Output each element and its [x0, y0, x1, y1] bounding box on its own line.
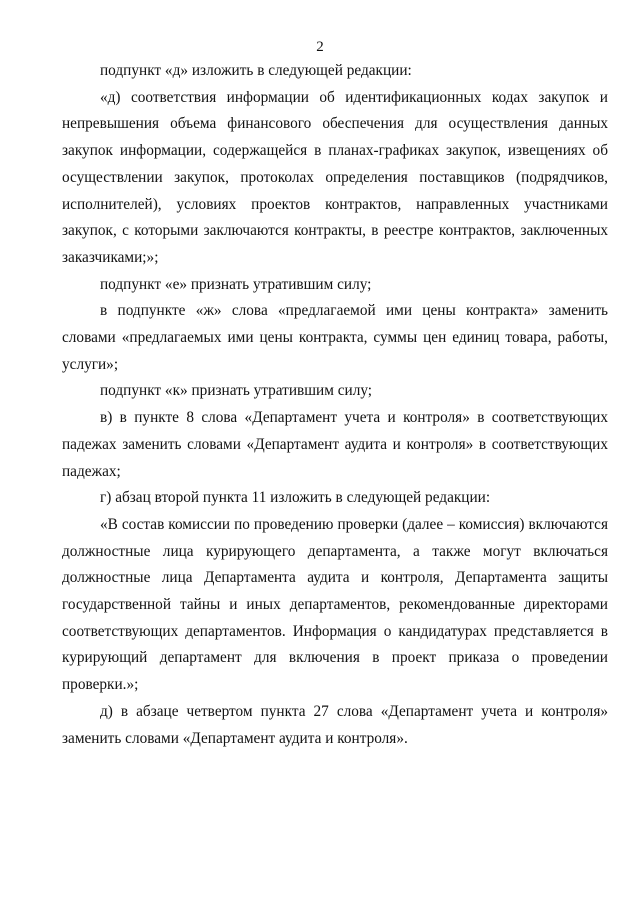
paragraph-1: подпункт «д» изложить в следующей редакции:: [100, 62, 412, 79]
paragraph-8: «В состав комиссии по проведению проверки (далее – комиссия) включаются должностные лица курирующего департамента, а также могут включаться должностные лица Департамента аудита и контроля, Департамента защиты государственной тайны и иных департаментов, рекомендованные директорами соответствующих департаментов. Информация о кандидатурах представляется в курирующий департамент для включения в проект приказа о проведении проверки.»;: [62, 515, 608, 694]
paragraph-5: подпункт «к» признать утратившим силу;: [100, 382, 373, 400]
paragraph-7: г) абзац второй пункта 11 изложить в следующей редакции:: [100, 489, 491, 507]
paragraph-9: д) в абзаце четвертом пункта 27 слова «Департамент учета и контроля» заменить словами «Департамент аудита и контроля».: [62, 702, 608, 747]
document-body: [62, 58, 608, 752]
page-number: 2: [316, 39, 324, 55]
paragraph-4: в подпункте «ж» слова «предлагаемой ими цены контракта» заменить словами «предлагаемых ими цены контракта, суммы цен единиц товара, работы, услуги»;: [62, 302, 608, 373]
paragraph-2: «д) соответствия информации об идентификационных кодах закупок и непревышения объема финансового обеспечения для осуществления данных закупок информации, содержащейся в планах-графиках закупок, извещениях об осуществлении закупок, протоколах определения поставщиков (подрядчиков, исполнителей), условиях проектов контрактов, направленных участниками закупок, с которыми заключаются контракты, в реестре контрактов, заключенных заказчиками;»;: [62, 88, 608, 266]
paragraph-6: в) в пункте 8 слова «Департамент учета и контроля» в соответствующих падежах заменить словами «Департамент аудита и контроля» в соответствующих падежах;: [62, 409, 608, 480]
paragraph-3: подпункт «е» признать утратившим силу;: [100, 275, 372, 293]
